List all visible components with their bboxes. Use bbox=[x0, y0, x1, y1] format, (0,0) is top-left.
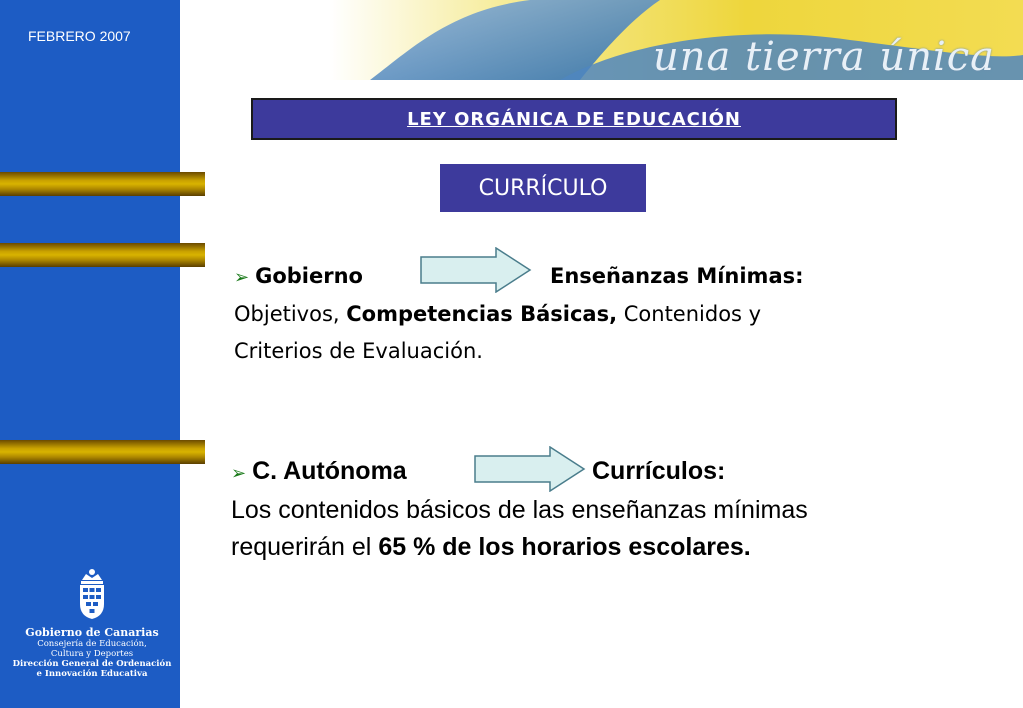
right-arrow-icon bbox=[474, 446, 586, 492]
logo-org-name: Gobierno de Canarias bbox=[25, 626, 159, 639]
item-2-body-line1: Los contenidos básicos de las enseñanzas mínimas bbox=[231, 496, 808, 524]
item-1-body-part1: Objetivos, bbox=[234, 302, 347, 326]
banner-slogan: una tierra única bbox=[653, 34, 995, 80]
item-2 bbox=[231, 453, 991, 566]
logo-line-2: Cultura y Deportes bbox=[50, 649, 134, 659]
item-1-body-part2: Contenidos y bbox=[617, 302, 762, 326]
left-sidebar bbox=[0, 0, 180, 708]
bullet-arrow-icon: ➢ bbox=[234, 267, 250, 288]
item-1-target: Enseñanzas Mínimas: bbox=[550, 264, 804, 288]
item-2-target: Currículos: bbox=[592, 457, 726, 485]
decor-bar-3 bbox=[0, 440, 205, 464]
decor-bar-1 bbox=[0, 172, 205, 196]
item-1-body-bold: Competencias Básicas, bbox=[346, 302, 618, 326]
logo-line-3: Dirección General de Ordenación bbox=[12, 659, 172, 669]
crest-icon bbox=[72, 568, 112, 620]
item-2-body-prefix: requerirán el bbox=[231, 533, 379, 561]
logo-line-1: Consejería de Educación, bbox=[37, 639, 147, 649]
item-1-subject: Gobierno bbox=[255, 264, 363, 288]
decor-bar-2 bbox=[0, 243, 205, 267]
item-2-body-bold: 65 % de los horarios escolares. bbox=[378, 533, 751, 561]
right-arrow-icon bbox=[420, 247, 532, 293]
page-subtitle: CURRÍCULO bbox=[478, 175, 608, 201]
title-box bbox=[251, 98, 897, 140]
bullet-arrow-icon: ➢ bbox=[231, 463, 247, 483]
date-label: FEBRERO 2007 bbox=[28, 28, 131, 44]
page-title: LEY ORGÁNICA DE EDUCACIÓN bbox=[407, 108, 741, 130]
gobierno-logo bbox=[12, 568, 172, 679]
logo-line-4: e Innovación Educativa bbox=[36, 669, 148, 679]
item-2-subject: C. Autónoma bbox=[252, 457, 407, 485]
subtitle-box bbox=[440, 164, 646, 212]
item-1 bbox=[234, 258, 974, 370]
header-banner bbox=[330, 0, 1023, 80]
item-1-body-line2: Criterios de Evaluación. bbox=[234, 339, 483, 363]
